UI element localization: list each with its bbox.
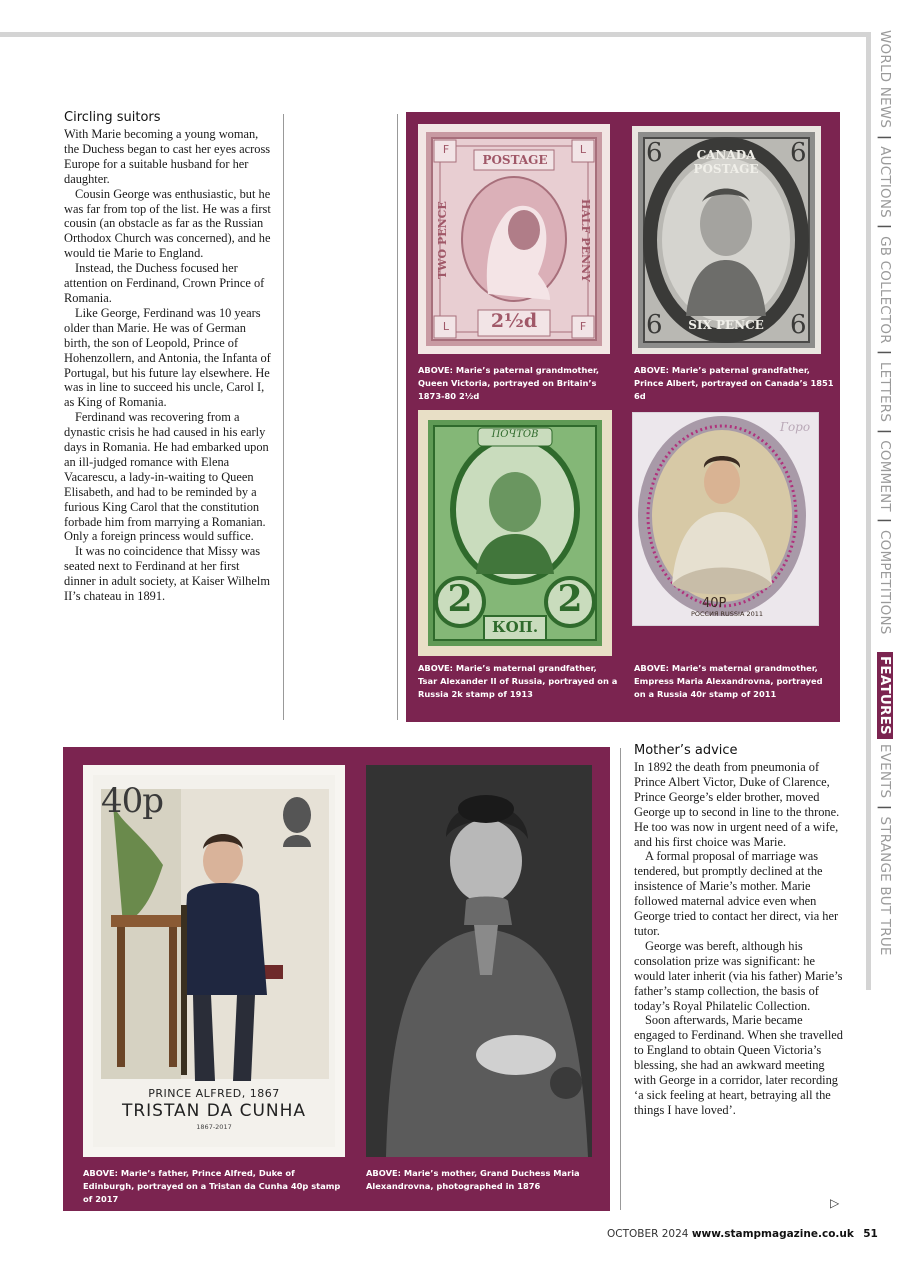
side-rule — [866, 32, 871, 990]
nav-separator: | — [877, 428, 893, 434]
stamp-alexander-value-left: 2 — [447, 578, 473, 620]
footer-issue: OCTOBER 2024 — [607, 1228, 689, 1240]
stamp-albert-bottom-text: SIX PENCE — [688, 318, 764, 332]
stamp-alexander-top-text: ПОЧТОВ — [491, 429, 539, 440]
stamp-alfred-value: 40p — [101, 781, 164, 821]
nav-separator — [877, 639, 893, 648]
footer-site-link[interactable]: www.stampmagazine.co.uk — [691, 1228, 854, 1240]
nav-separator: | — [877, 804, 893, 810]
stamp-empress-maria-art — [632, 412, 819, 626]
stamp-albert-top-text: CANADA POSTAGE — [693, 148, 759, 176]
caption-queen-victoria: ABOVE: Marie’s paternal grandmother, Queen Victoria, portrayed on Britain’s 1873-80 2½d — [418, 365, 600, 401]
caption-prince-alfred: ABOVE: Marie’s father, Prince Alfred, Duke of Edinburgh, portrayed on a Tristan da Cunha 40p stamp of 2017 — [83, 1168, 341, 1204]
stamp-alexander-bottom-text: КОП. — [491, 618, 539, 636]
nav-separator: | — [877, 134, 893, 140]
stamp-alfred-country: TRISTAN DA CUNHA — [121, 1101, 307, 1121]
nav-item-strange-but-true[interactable]: STRANGE BUT TRUE — [877, 816, 893, 956]
article-column-1 — [64, 110, 274, 604]
stamp-victoria-left-text: TWO PENCE — [436, 201, 449, 279]
stamp-empress-value: 40Р — [702, 596, 727, 611]
stamp-tsar-alexander — [418, 410, 612, 656]
stamp-prince-albert — [632, 126, 821, 354]
page-footer — [607, 1228, 878, 1240]
stamp-empress-maria — [632, 412, 819, 626]
stamp-empress-corner-text: Горо — [780, 420, 811, 434]
continue-arrow-icon: ▷ — [830, 1196, 840, 1210]
nav-item-competitions[interactable]: COMPETITIONS — [877, 530, 893, 635]
paragraph: It was no coincidence that Missy was seated next to Ferdinand at her first dinner in adult society, at Kaiser Wilhelm II’s chateau in 1891. — [64, 544, 270, 604]
caption-prince-albert: ABOVE: Marie’s paternal grandfather, Prince Albert, portrayed on Canada’s 1851 6d — [634, 365, 834, 401]
paragraph: George was bereft, although his consolation prize was significant: he would later inherit (via his father) Marie’s father’s stamp collection, the basis of today’s Royal Philatelic Collection. — [634, 938, 843, 1013]
photo-grand-duchess-maria-art — [366, 765, 592, 1157]
stamp-victoria-corner-tr: L — [579, 143, 587, 156]
stamp-albert-corner-tr: 6 — [790, 138, 807, 168]
nav-separator: | — [877, 350, 893, 356]
stamp-albert-corner-bl: 6 — [646, 310, 663, 340]
stamp-queen-victoria — [418, 124, 610, 354]
stamp-empress-country: РОССИЯ RUSSIA 2011 — [690, 610, 764, 618]
paragraph: Ferdinand was recovering from a dynastic crisis he had caused in his early days in Romania. He had embarked upon an ill-judged romance with Elena Vacarescu, a lady-in-waiting to Queen Elisabeth, and had to be reminded by a furious King Carol that the constitution forbade him from marrying a Romanian. Only a foreign princess would suffice. — [64, 410, 269, 544]
section-heading: Circling suitors — [64, 110, 161, 125]
nav-separator: | — [877, 518, 893, 524]
column-divider — [397, 114, 398, 720]
stamp-victoria-top-text: POSTAGE — [482, 153, 548, 167]
paragraph: A formal proposal of marriage was tendered, but promptly declined at the insistence of Marie’s mother. Marie followed maternal advice even when George tried to contact her direct, via her tutor. — [634, 849, 839, 938]
stamp-albert-corner-br: 6 — [790, 310, 807, 340]
stamp-victoria-corner-bl: L — [442, 320, 450, 333]
caption-grand-duchess-maria: ABOVE: Marie’s mother, Grand Duchess Maria Alexandrovna, photographed in 1876 — [366, 1168, 580, 1191]
stamp-alfred-years: 1867-2017 — [196, 1123, 232, 1131]
stamp-panel-parents — [63, 747, 610, 1211]
caption-tsar-alexander: ABOVE: Marie’s maternal grandfather, Tsar Alexander II of Russia, portrayed on a Russia 2k stamp of 1913 — [418, 663, 618, 699]
article-column-3 — [634, 743, 844, 1118]
paragraph: Instead, the Duchess focused her attention on Ferdinand, Crown Prince of Romania. — [64, 261, 265, 305]
stamp-victoria-corner-tl: F — [442, 143, 450, 156]
paragraph: Like George, Ferdinand was 10 years older than Marie. He was of German birth, the son of Leopold, Prince of Hohenzollern, and Antonia, the Infanta of Portugal, but his future lay elsewhere. He was in line to succeed his uncle, Carol I, as King of Romania. — [64, 305, 271, 410]
stamp-victoria-corner-br: F — [579, 320, 587, 333]
page-number: 51 — [863, 1228, 878, 1240]
section-heading: Mother’s advice — [634, 743, 738, 758]
top-rule — [0, 32, 866, 37]
caption-empress-maria: ABOVE: Marie’s maternal grandmother, Empress Maria Alexandrovna, portrayed on a Russia 40r stamp of 2011 — [634, 663, 823, 699]
photo-grand-duchess-maria — [366, 765, 592, 1157]
stamp-panel-grandparents — [406, 112, 840, 722]
nav-item-world-news[interactable]: WORLD NEWS — [877, 30, 893, 129]
paragraph: With Marie becoming a young woman, the Duchess began to cast her eyes across Europe for a suitable husband for her daughter. — [64, 127, 271, 186]
paragraph: In 1892 the death from pneumonia of Prince Albert Victor, Duke of Clarence, Prince George’s elder brother, moved George up to second in line to the throne. He too was now in urgent need of a wife, and his first choice was Marie. — [634, 760, 840, 849]
stamp-alexander-value-right: 2 — [557, 578, 583, 620]
nav-item-features[interactable]: FEATURES — [877, 652, 893, 739]
column-divider — [283, 114, 284, 720]
nav-item-auctions[interactable]: AUCTIONS — [877, 146, 893, 218]
nav-item-events[interactable]: EVENTS — [877, 743, 893, 799]
nav-item-comment[interactable]: COMMENT — [877, 440, 893, 512]
stamp-prince-alfred — [83, 765, 345, 1157]
nav-item-letters[interactable]: LETTERS — [877, 361, 893, 423]
stamp-victoria-value: 2½d — [490, 310, 538, 332]
stamp-alfred-name: PRINCE ALFRED, 1867 — [148, 1087, 280, 1100]
paragraph: Cousin George was enthusiastic, but he was far from top of the list. He was a first cousin (an obstacle as far as the Russian Orthodox Church was concerned), and he would tie Marie to England. — [64, 186, 271, 261]
nav-separator: | — [877, 224, 893, 230]
paragraph: Soon afterwards, Marie became engaged to Ferdinand. When she travelled to England to obtain Queen Victoria’s blessing, she had an awkward meeting with George in a corridor, later recording ‘a sick feeling at heart, betraying all the things I have loved’. — [634, 1013, 843, 1117]
column-divider — [620, 748, 621, 1210]
nav-item-gb-collector[interactable]: GB COLLECTOR — [877, 236, 893, 344]
section-nav — [875, 30, 895, 960]
stamp-victoria-right-text: HALF PENNY — [579, 198, 592, 282]
stamp-albert-corner-tl: 6 — [646, 138, 663, 168]
